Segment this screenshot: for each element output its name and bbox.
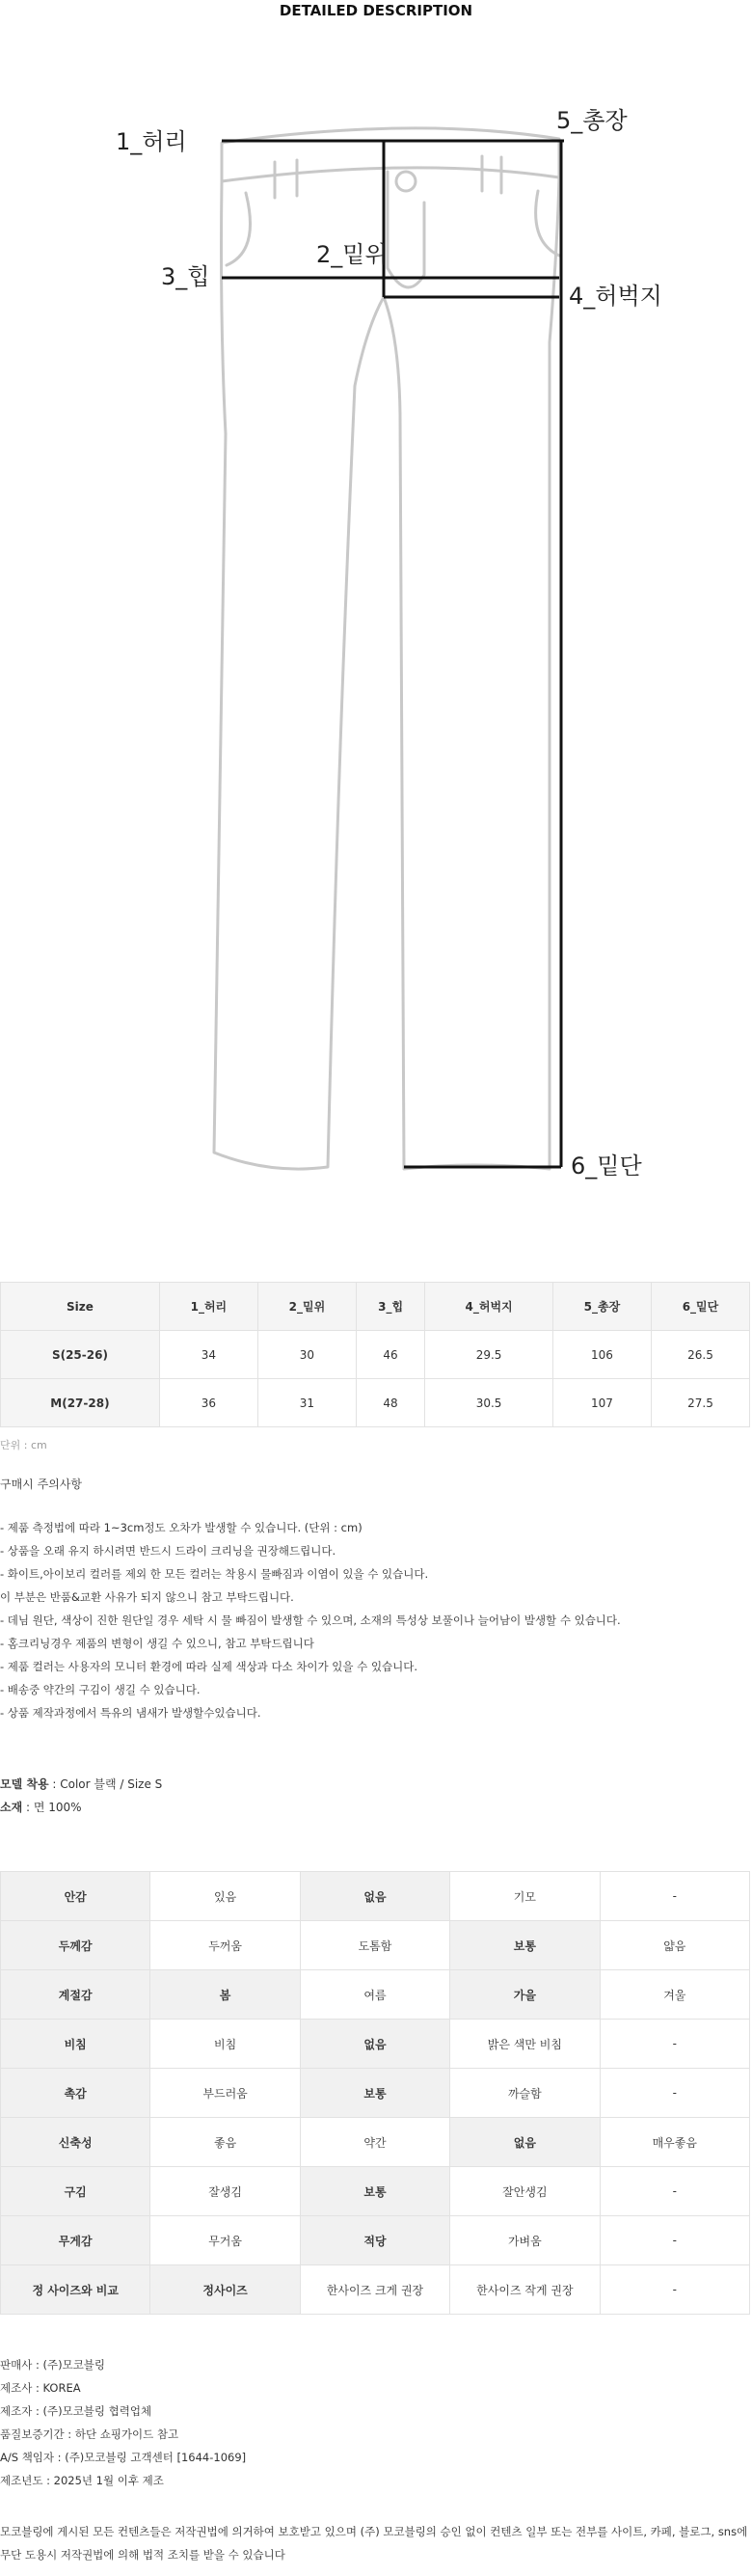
attribute-option-cell: - — [600, 2265, 749, 2315]
notice-item: - 화이트,아이보리 컬러를 제외 한 모든 컬러는 착용시 물빠짐과 이염이 있을 수 있습니다. — [0, 1567, 429, 1581]
size-value-cell: 36 — [159, 1379, 257, 1427]
attribute-option-cell: 봄 — [150, 1970, 300, 2020]
fabric-attribute-row — [1, 1921, 750, 1970]
size-table-header: 3_힙 — [356, 1283, 424, 1331]
section-title: DETAILED DESCRIPTION — [279, 2, 473, 19]
attribute-option-cell: 밝은 색만 비침 — [450, 2020, 600, 2069]
attribute-option-cell: 보통 — [450, 1921, 600, 1970]
attribute-option-cell: 있음 — [150, 1872, 300, 1921]
waistband-outline — [222, 128, 559, 181]
attribute-option-cell: 좋음 — [150, 2118, 300, 2167]
copyright-notice — [0, 2520, 752, 2566]
attribute-option-cell: 한사이즈 작게 권장 — [450, 2265, 600, 2315]
size-table-row — [1, 1379, 750, 1427]
attribute-option-cell: 도톰함 — [300, 1921, 449, 1970]
attribute-option-cell: - — [600, 2167, 749, 2216]
model-wearing-value: : Color 블랙 / Size S — [48, 1777, 163, 1791]
size-value-cell: 34 — [159, 1331, 257, 1379]
diagram-label-hip: 3_힙 — [161, 263, 210, 290]
attribute-option-cell: 비침 — [150, 2020, 300, 2069]
copyright-line: 무단 도용시 저작권법에 의해 법적 조치를 받을 수 있습니다 — [0, 2548, 285, 2562]
attribute-option-cell: 보통 — [300, 2069, 449, 2118]
notice-item: - 제품 컬러는 사용자의 모니터 환경에 따라 실제 색상과 다소 차이가 있을 수 있습니다. — [0, 1660, 418, 1673]
size-value-cell: 48 — [356, 1379, 424, 1427]
model-wearing-line — [0, 1773, 162, 1796]
pants-measurement-diagram — [116, 96, 662, 1196]
attribute-name-cell: 비침 — [1, 2020, 150, 2069]
notice-item: - 상품 제작과정에서 특유의 냄새가 발생할수있습니다. — [0, 1706, 261, 1720]
attribute-option-cell: - — [600, 1872, 749, 1921]
attribute-option-cell: 두꺼움 — [150, 1921, 300, 1970]
attribute-option-cell: 약간 — [300, 2118, 449, 2167]
attribute-name-cell: 촉감 — [1, 2069, 150, 2118]
material-line — [0, 1796, 162, 1819]
product-info-list — [0, 2353, 246, 2492]
product-info-item: 품질보증기간 : 하단 쇼핑가이드 참고 — [0, 2427, 179, 2441]
attribute-option-cell: 까슬함 — [450, 2069, 600, 2118]
attribute-option-cell: 한사이즈 크게 권장 — [300, 2265, 449, 2315]
attribute-option-cell: 겨울 — [600, 1970, 749, 2020]
fabric-attribute-table — [0, 1871, 750, 2315]
size-table-header: 6_밑단 — [651, 1283, 749, 1331]
notice-item: 이 부분은 반품&교환 사유가 되지 않으니 참고 부탁드립니다. — [0, 1590, 294, 1604]
attribute-option-cell: 가을 — [450, 1970, 600, 2020]
attribute-name-cell: 신축성 — [1, 2118, 150, 2167]
diagram-label-length: 5_총장 — [556, 107, 628, 134]
notice-item: - 배송중 약간의 구김이 생길 수 있습니다. — [0, 1683, 201, 1696]
model-info — [0, 1773, 162, 1819]
attribute-name-cell: 정 사이즈와 비교 — [1, 2265, 150, 2315]
product-info-item: 제조사 : KOREA — [0, 2381, 81, 2395]
diagram-label-rise: 2_밑위 — [316, 241, 388, 268]
diagram-label-hem: 6_밑단 — [571, 1152, 642, 1180]
unit-note: 단위 : cm — [0, 1439, 47, 1451]
fabric-attribute-row — [1, 2020, 750, 2069]
notice-list — [0, 1516, 752, 1724]
product-info-item: 제조년도 : 2025년 1월 이후 제조 — [0, 2474, 164, 2487]
fabric-attribute-row — [1, 1872, 750, 1921]
attribute-option-cell: 가벼움 — [450, 2216, 600, 2265]
right-leg-outline — [384, 177, 559, 1169]
material-value: : 면 100% — [22, 1801, 82, 1814]
attribute-option-cell: 무거움 — [150, 2216, 300, 2265]
attribute-option-cell: 잘생김 — [150, 2167, 300, 2216]
size-label-cell: S(25-26) — [1, 1331, 160, 1379]
notice-item: - 데님 원단, 색상이 진한 원단일 경우 세탁 시 물 빠짐이 발생할 수 있으며, 소재의 특성상 보풀이나 늘어남이 발생할 수 있습니다. — [0, 1613, 621, 1627]
notice-item: - 상품을 오래 유지 하시려면 반드시 드라이 크리닝을 권장해드립니다. — [0, 1544, 336, 1558]
product-info-item: 제조자 : (주)모코블링 협력업체 — [0, 2404, 152, 2418]
fabric-attribute-body — [1, 1872, 750, 2315]
diagram-label-waist: 1_허리 — [116, 128, 187, 155]
size-value-cell: 30 — [257, 1331, 356, 1379]
fabric-attribute-row — [1, 2167, 750, 2216]
fabric-attribute-row — [1, 2069, 750, 2118]
size-value-cell: 27.5 — [651, 1379, 749, 1427]
attribute-option-cell: - — [600, 2069, 749, 2118]
size-value-cell: 107 — [552, 1379, 651, 1427]
button-outline — [396, 172, 416, 191]
attribute-option-cell: 기모 — [450, 1872, 600, 1921]
size-table — [0, 1282, 750, 1427]
attribute-option-cell: 정사이즈 — [150, 2265, 300, 2315]
fabric-attribute-row — [1, 1970, 750, 2020]
fabric-attribute-row — [1, 2265, 750, 2315]
attribute-option-cell: 없음 — [300, 2020, 449, 2069]
size-table-header-row — [1, 1283, 750, 1331]
size-table-header: 1_허리 — [159, 1283, 257, 1331]
attribute-name-cell: 계절감 — [1, 1970, 150, 2020]
size-value-cell: 29.5 — [425, 1331, 553, 1379]
size-table-header: 4_허벅지 — [425, 1283, 553, 1331]
notice-item: - 제품 측정법에 따라 1~3cm정도 오차가 발생할 수 있습니다. (단위 : cm) — [0, 1521, 363, 1534]
attribute-option-cell: 얇음 — [600, 1921, 749, 1970]
fabric-attribute-row — [1, 2118, 750, 2167]
notice-title: 구매시 주의사항 — [0, 1478, 82, 1491]
size-table-header: 5_총장 — [552, 1283, 651, 1331]
attribute-name-cell: 구김 — [1, 2167, 150, 2216]
attribute-name-cell: 안감 — [1, 1872, 150, 1921]
fabric-attribute-row — [1, 2216, 750, 2265]
model-wearing-label: 모델 착용 — [0, 1777, 49, 1791]
attribute-option-cell: 매우좋음 — [600, 2118, 749, 2167]
attribute-name-cell: 무게감 — [1, 2216, 150, 2265]
product-info-item: A/S 책임자 : (주)모코블링 고객센터 [1644-1069] — [0, 2451, 247, 2464]
size-table-row — [1, 1331, 750, 1379]
size-value-cell: 30.5 — [425, 1379, 553, 1427]
attribute-option-cell: 없음 — [300, 1872, 449, 1921]
attribute-option-cell: - — [600, 2020, 749, 2069]
attribute-option-cell: - — [600, 2216, 749, 2265]
attribute-option-cell: 적당 — [300, 2216, 449, 2265]
attribute-option-cell: 보통 — [300, 2167, 449, 2216]
left-leg-outline — [214, 181, 384, 1169]
diagram-label-thigh: 4_허벅지 — [569, 283, 662, 310]
material-label: 소재 — [0, 1801, 23, 1814]
size-value-cell: 46 — [356, 1331, 424, 1379]
notice-item: - 홈크리닝경우 제품의 변형이 생길 수 있으니, 참고 부탁드립니다 — [0, 1637, 314, 1650]
copyright-line: 모코블링에 게시된 모든 컨텐츠들은 저작권법에 의거하여 보호받고 있으며 (주) 모코블링의 승인 없이 컨텐츠 일부 또는 전부를 사이트, 카페, 블로그, sns에 — [0, 2525, 748, 2538]
pants-illustration — [116, 96, 662, 1196]
size-table-header: Size — [1, 1283, 160, 1331]
size-value-cell: 26.5 — [651, 1331, 749, 1379]
attribute-option-cell: 부드러움 — [150, 2069, 300, 2118]
attribute-name-cell: 두께감 — [1, 1921, 150, 1970]
size-label-cell: M(27-28) — [1, 1379, 160, 1427]
attribute-option-cell: 잘안생김 — [450, 2167, 600, 2216]
size-value-cell: 106 — [552, 1331, 651, 1379]
product-info-item: 판매사 : (주)모코블링 — [0, 2358, 106, 2372]
attribute-option-cell: 없음 — [450, 2118, 600, 2167]
size-table-header: 2_밑위 — [257, 1283, 356, 1331]
size-value-cell: 31 — [257, 1379, 356, 1427]
attribute-option-cell: 여름 — [300, 1970, 449, 2020]
